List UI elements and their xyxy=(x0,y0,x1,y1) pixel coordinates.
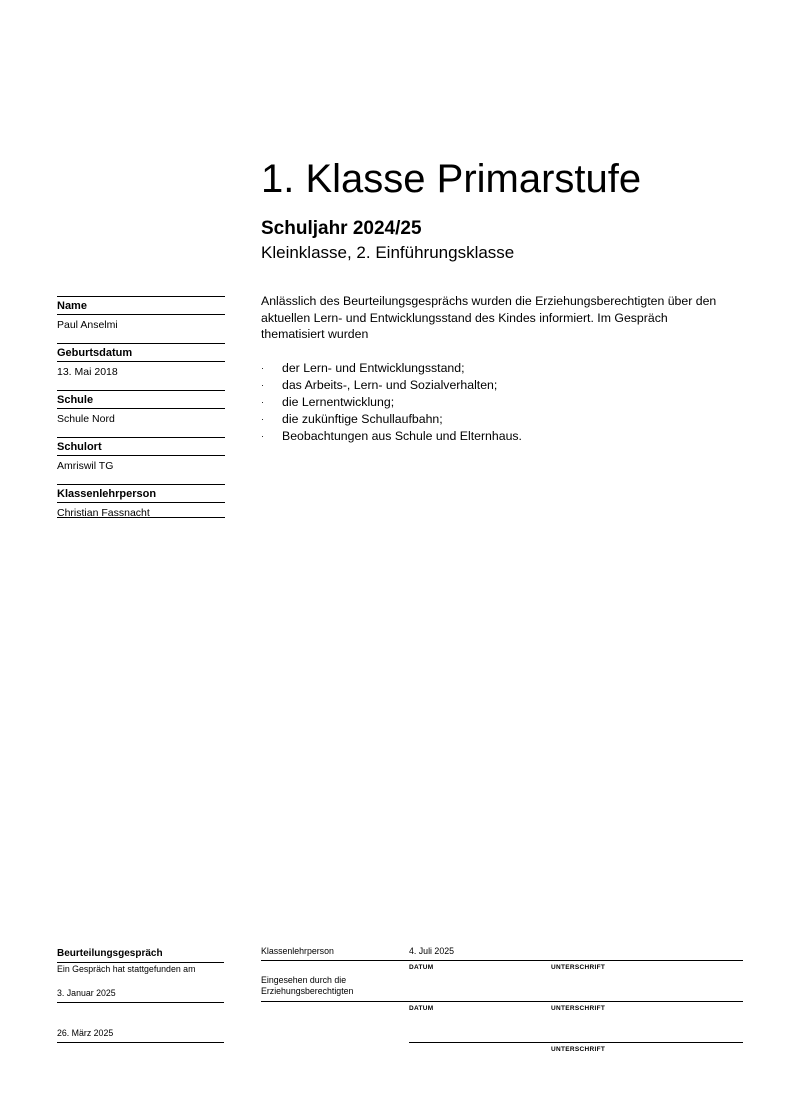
bullet-icon: · xyxy=(261,431,264,441)
info-label-school-location: Schulort xyxy=(57,437,225,456)
meeting-date-2-line xyxy=(57,1042,224,1043)
topic-text: die Lernentwicklung; xyxy=(282,395,395,409)
school-year: Schuljahr 2024/25 xyxy=(261,218,422,239)
bullet-icon: · xyxy=(261,414,264,424)
list-item xyxy=(261,394,721,411)
bullet-icon: · xyxy=(261,363,264,373)
info-value-school: Schule Nord xyxy=(57,413,115,425)
meeting-title: Beurteilungsgespräch xyxy=(57,948,224,963)
info-value-teacher: Christian Fassnacht xyxy=(57,507,150,519)
intro-paragraph: Anlässlich des Beurteilungsgesprächs wurden die Erziehungsberechtigten über den aktuellen Lern- und Entwicklungsstand des Kindes informiert. Im Gespräch thematisiert wurden xyxy=(261,294,717,341)
info-value-name: Paul Anselmi xyxy=(57,319,118,331)
class-name: Kleinklasse, 2. Einführungsklasse xyxy=(261,243,515,262)
guardian-label-line-2: Erziehungsberechtigten xyxy=(261,986,354,996)
info-school-location xyxy=(57,437,225,484)
teacher-signature-line xyxy=(261,960,743,961)
guardian-signature-caption: UNTERSCHRIFT xyxy=(551,1005,606,1012)
info-label-teacher: Klassenlehrperson xyxy=(57,484,225,503)
extra-signature-caption: UNTERSCHRIFT xyxy=(551,1046,606,1053)
topic-list xyxy=(261,360,721,445)
meeting-date-1-line xyxy=(57,1002,224,1003)
teacher-signature-label: Klassenlehrperson xyxy=(261,946,334,956)
list-item xyxy=(261,411,721,428)
info-label-name: Name xyxy=(57,296,225,315)
info-name xyxy=(57,296,225,343)
guardian-date-caption: DATUM xyxy=(409,1005,434,1012)
list-item xyxy=(261,377,721,394)
topic-text: die zukünftige Schullaufbahn; xyxy=(282,412,443,426)
teacher-date-caption: DATUM xyxy=(409,964,434,971)
guardian-label-line-1: Eingesehen durch die xyxy=(261,975,347,985)
info-label-school: Schule xyxy=(57,390,225,409)
info-value-birthdate: 13. Mai 2018 xyxy=(57,366,118,378)
student-info-panel xyxy=(57,296,225,518)
extra-signature-line xyxy=(409,1042,743,1043)
bullet-icon: · xyxy=(261,397,264,407)
guardian-signature-line xyxy=(261,1001,743,1002)
meeting-date-2: 26. März 2025 xyxy=(57,1028,114,1038)
info-label-birthdate: Geburtsdatum xyxy=(57,343,225,362)
meeting-date-1: 3. Januar 2025 xyxy=(57,988,116,998)
topic-text: Beobachtungen aus Schule und Elternhaus. xyxy=(282,429,522,443)
page-title: 1. Klasse Primarstufe xyxy=(261,157,642,201)
list-item xyxy=(261,428,721,445)
bullet-icon: · xyxy=(261,380,264,390)
list-item xyxy=(261,360,721,377)
info-value-school-location: Amriswil TG xyxy=(57,460,114,472)
info-birthdate xyxy=(57,343,225,390)
teacher-signature-date: 4. Juli 2025 xyxy=(409,946,454,956)
meeting-text: Ein Gespräch hat stattgefunden am xyxy=(57,964,196,974)
info-teacher xyxy=(57,484,225,517)
teacher-signature-caption: UNTERSCHRIFT xyxy=(551,964,606,971)
topic-text: der Lern- und Entwicklungsstand; xyxy=(282,361,465,375)
info-school xyxy=(57,390,225,437)
topic-text: das Arbeits-, Lern- und Sozialverhalten; xyxy=(282,378,498,392)
